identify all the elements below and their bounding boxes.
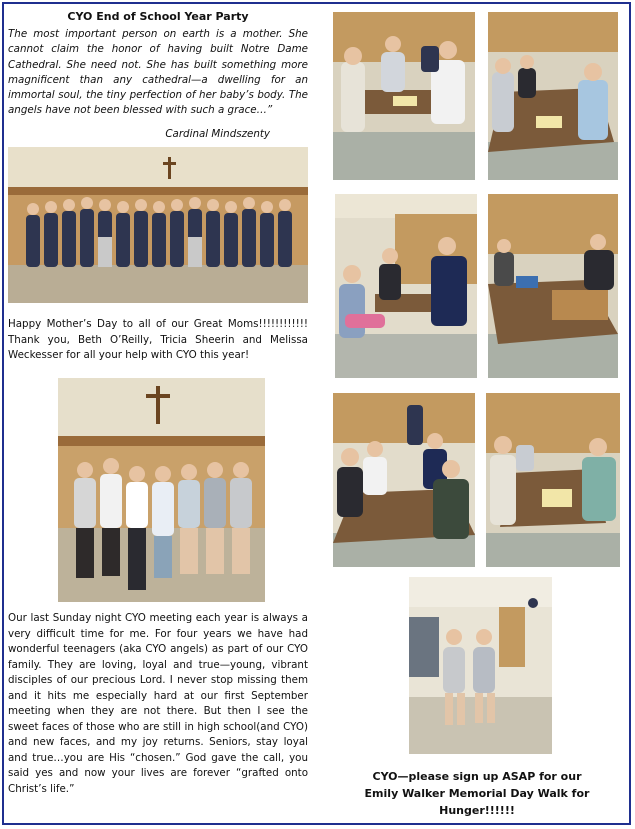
party-photo-2 (488, 12, 618, 180)
small-group-photo (58, 378, 265, 602)
page-title: CYO End of School Year Party (67, 10, 249, 23)
reflection-text: Our last Sunday night CYO meeting each year is always a very difficult time for me. For four years we have had wonderful teenagers (aka CYO angels) as part of our CYO family. They are loving, loyal and true—young, vibrant disciples of our precious Lord. I never stop missing them and it hits me especially hard at our first September meeting when they are not there. But then I see the sweet faces of those who are still in high school(and CYO) and new faces, and my joy returns. Seniors, stay loyal and true…you are His “chosen.” God gave the call, you said yes and now your lives are forever “grafted onto Christ’s life.” (8, 612, 308, 795)
group-photo (8, 147, 308, 303)
party-photo-5 (333, 393, 475, 567)
two-girls-photo (409, 577, 552, 754)
call-to-action (330, 768, 624, 819)
mothers-day-message: Happy Mother’s Day to all of our Great Moms!!!!!!!!!!!! Thank you, Beth O’Reilly, Tricia Sheerin and Melissa Weckesser for all your help with CYO this year! (8, 318, 308, 361)
quote-attribution: Cardinal Mindszenty (165, 128, 270, 140)
party-photo-6 (486, 393, 620, 567)
call-to-action-line2: Emily Walker Memorial Day Walk for Hunger!!!!!! (364, 787, 590, 817)
call-to-action-line1: CYO—please sign up ASAP for our (372, 770, 582, 783)
party-photo-1 (333, 12, 475, 180)
quote-text: The most important person on earth is a mother. She cannot claim the honor of having built Notre Dame Cathedral. She need not. She has built something more magnificent than any cathedral—a dwelling for an immortal soul, the tiny perfection of her baby’s body. The angels have not been blessed with such a grace…” (8, 28, 308, 117)
party-photo-3 (335, 194, 477, 378)
party-photo-4 (488, 194, 618, 378)
